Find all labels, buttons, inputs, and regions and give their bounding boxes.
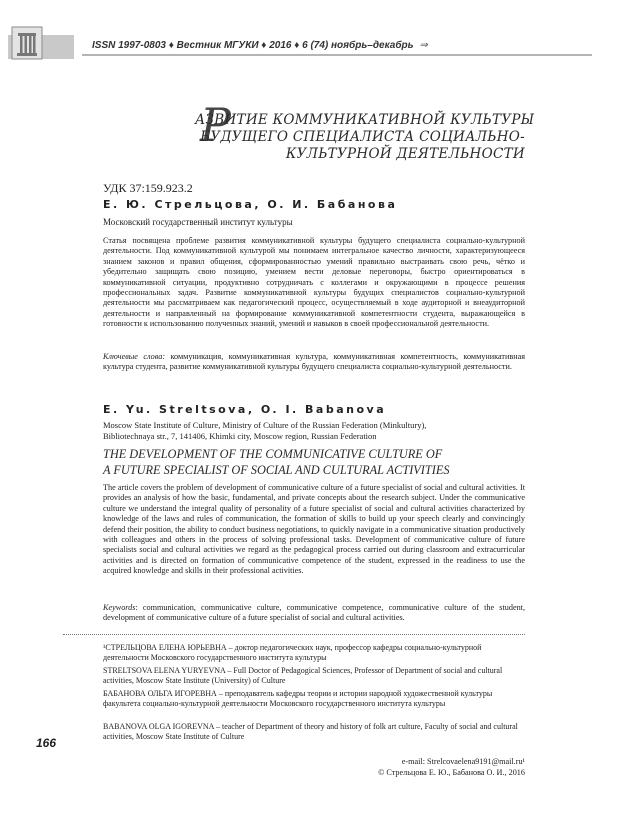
page-number: 166	[36, 736, 57, 750]
footnote-babanova-ru: БАБАНОВА ОЛЬГА ИГОРЕВНА – преподаватель кафедры теории и истории народной художественной культуры факультета социально-культурной деятельности Московского государственного института культуры	[103, 689, 493, 708]
footnote-babanova-en: BABANOVA OLGA IGOREVNA – teacher of Department of theory and history of folk art culture, Faculty of social and cultural activities, Moscow State Institute of Culture	[103, 722, 518, 741]
author-email: e-mail: Strelcovaelena9191@mail.ru¹	[401, 757, 525, 766]
abstract-en: The article covers the problem of development of communicative culture of a future specialist of social and cultural activities. It provides an analysis of how the basic, fundamental, and private concepts about the research subject. Under the communicative culture we understand the integral quality of personality of a future specialist of social and cultural activities characterized by knowledge of the laws and rules of communication, the formation of skills to build up your speech clearly and convincingly defend their position, the ability to conduct business negotiations, to quickly navigate in a communicative situation productively with colleagues and others in the process of solving professional tasks. Development of communicative culture of future specialists social and cultural activities we regard as the pedagogical process carried out during classroom and extracurricular activities and is directed on formation of communicative competence of the student, expressed in the readiness to use the acquired knowledge and skills in their professional activities.	[103, 483, 525, 576]
column-logo-icon	[8, 25, 74, 63]
next-page-arrow-icon: ⇒	[419, 40, 428, 51]
udk-code: УДК 37:159.923.2	[103, 181, 193, 195]
title-en-line-1: THE DEVELOPMENT OF THE COMMUNICATIVE CULTURE OF	[103, 447, 443, 461]
title-drop-cap: Р	[200, 98, 231, 152]
keywords-ru-text: коммуникация, коммуникативная культура, коммуникативная компетентность, коммуникативная культура студента, развитие коммуникативной культуры будущего специалиста социально-культурной деятельности.	[103, 352, 525, 372]
title-en-line-2: A FUTURE SPECIALIST OF SOCIAL AND CULTURAL ACTIVITIES	[103, 462, 450, 477]
affiliation-en-line-1: Moscow State Institute of Culture, Ministry of Culture of the Russian Federation (Minkultury),	[103, 420, 427, 430]
keywords-ru	[103, 352, 525, 373]
article-title-ru	[195, 112, 535, 163]
affiliation-ru: Московский государственный институт культуры	[103, 217, 293, 227]
keywords-en-text: : communication, communicative culture, communicative competence, communicative culture of the student, development of communicative culture of a future specialist of social and cultural activities.	[103, 603, 525, 623]
journal-info: ISSN 1997-0803 ♦ Вестник МГУКИ ♦ 2016 ♦ 6 (74) ноябрь–декабрь	[92, 40, 414, 51]
affiliation-en-line-2: Bibliotechnaya str., 7, 141406, Khimki city, Moscow region, Russian Federation	[103, 430, 377, 441]
footnote-divider	[63, 634, 525, 635]
copyright-notice: © Стрельцова Е. Ю., Бабанова О. И., 2016	[378, 768, 525, 777]
abstract-ru: Статья посвящена проблеме развития коммуникативной культуры будущего специалиста социально-культурной деятельности. Под коммуникативной культурой мы понимаем интегральное качество личности, характеризующееся знанием законов и правил общения, сформированностью умений правильно выстраивать свою речь, чётко и убедительно защищать свою позицию, умением вести деловые переговоры, быстро ориентироваться в коммуникативной ситуации, продуктивно сотрудничать с коллегами и окружающими в процессе решения профессиональных задач. Развитие коммуникативной культуры будущих специалистов социально-культурной деятельности мы рассматриваем как педагогический процесс, осуществляемый в ходе аудиторной и внеаудиторной деятельности и направленный на формирование коммуникативной компетентности студента, выражающейся в готовности к использованию полученных знаний, умений и навыков в своей профессиональной деятельности.	[103, 236, 525, 329]
keywords-en	[103, 603, 525, 624]
footnote-streltsova-en: STRELTSOVA ELENA YURYEVNA – Full Doctor of Pedagogical Sciences, Professor of Department of social and cultural activities, Moscow State Institute (University) of Culture	[103, 666, 503, 685]
header-rule	[82, 54, 592, 56]
affiliation-en	[103, 420, 523, 441]
keywords-ru-label: Ключевые слова:	[103, 352, 166, 361]
authors-en: E. Yu. Streltsova, O. I. Babanova	[103, 403, 387, 416]
title-ru-line-1: АЗВИТИЕ КОММУНИКАТИВНОЙ КУЛЬТУРЫ	[195, 112, 535, 128]
authors-ru: Е. Ю. Стрельцова, О. И. Бабанова	[103, 198, 398, 211]
article-title-en	[103, 447, 533, 478]
journal-header	[92, 40, 428, 51]
keywords-en-label: Keywords	[103, 603, 136, 612]
footnote-streltsova-ru: ¹СТРЕЛЬЦОВА ЕЛЕНА ЮРЬЕВНА – доктор педагогических наук, профессор кафедры социально-культурной деятельности Московского государственного института культуры	[103, 643, 482, 662]
title-ru-line-2: БУДУЩЕГО СПЕЦИАЛИСТА СОЦИАЛЬНО-	[200, 129, 525, 145]
journal-logo	[8, 25, 74, 63]
title-ru-line-3: КУЛЬТУРНОЙ ДЕЯТЕЛЬНОСТИ	[285, 146, 525, 162]
